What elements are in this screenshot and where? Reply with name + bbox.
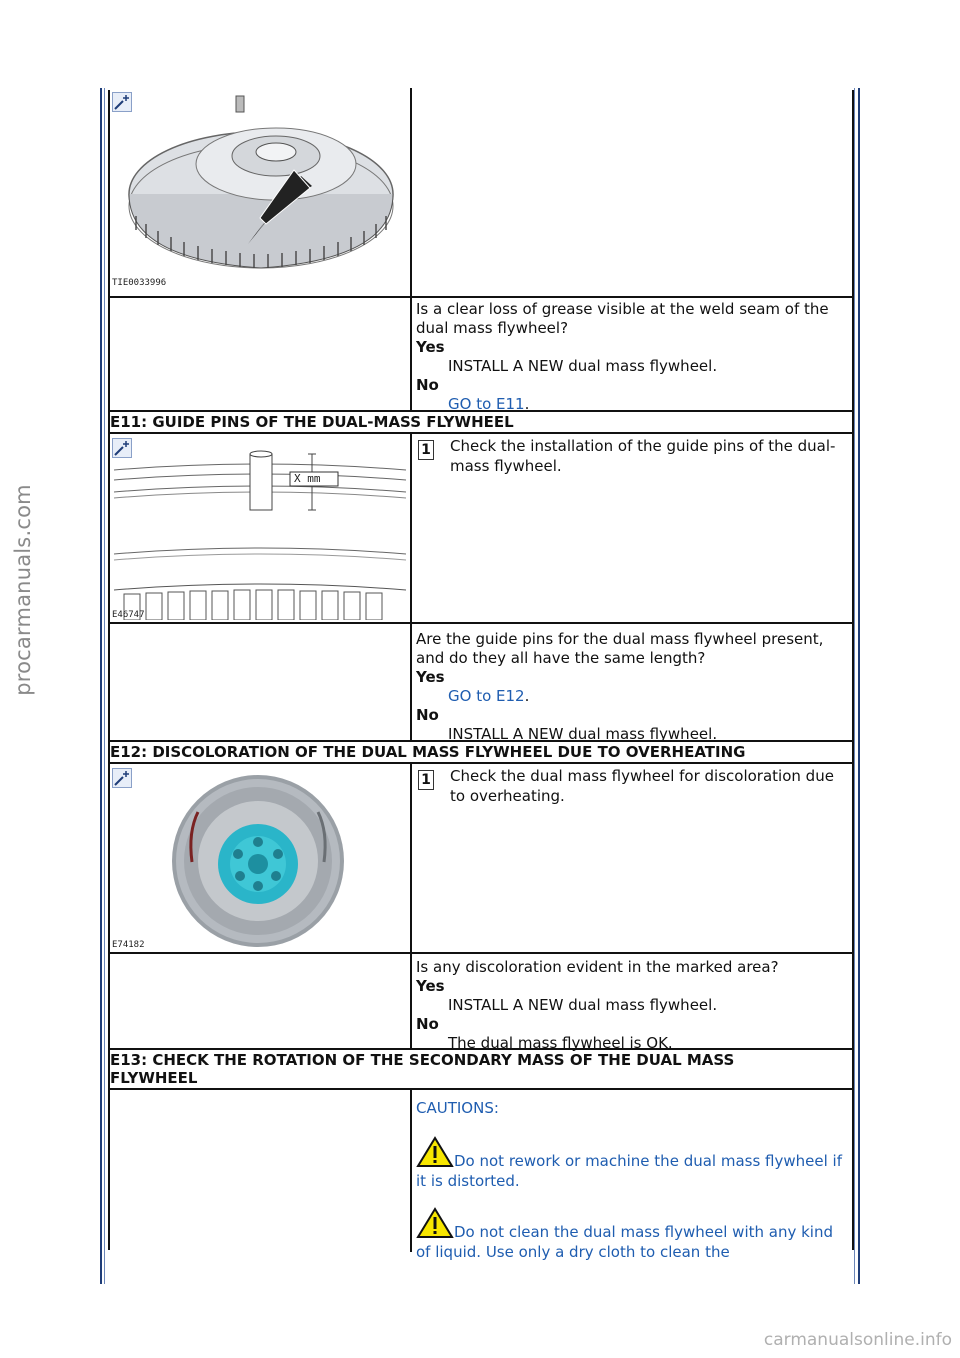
no-label: No [416,706,439,724]
discoloration-photo [168,772,348,950]
guide-pin-illustration [112,448,408,620]
question-row-e11 [108,622,853,742]
heading-line-1: E13: CHECK THE ROTATION OF THE SECONDARY MASS OF THE DUAL MASS [110,1051,735,1069]
caution-item [416,1136,849,1191]
question-cell [412,624,853,746]
image-row-e12 [108,762,853,954]
question-cell [412,298,853,416]
yes-label: Yes [416,668,445,686]
no-label: No [416,376,439,394]
question-text: Are the guide pins for the dual mass flywheel present, and do they all have the same length? [416,630,824,667]
heading-line-2: FLYWHEEL [110,1069,198,1087]
no-action: INSTALL A NEW dual mass flywheel. [448,725,718,743]
question-row-e12 [108,952,853,1050]
yes-label: Yes [416,977,445,995]
right-page-rule-thin [854,88,855,1284]
footer-watermark[interactable]: carmanualsonline.info [763,1330,952,1350]
empty-cell [108,1090,412,1252]
question-text: Is a clear loss of grease visible at the weld seam of the dual mass flywheel? [416,300,829,337]
goto-e11-link[interactable]: GO to E11 [448,395,525,413]
empty-cell [108,954,412,1050]
link-suffix: . [524,395,530,413]
figure-cell [108,434,412,624]
no-label: No [416,1015,439,1033]
left-page-rule-thin [104,88,105,1284]
figure-caption: E46747 [112,610,145,620]
step-text: Check the installation of the guide pins of the dual-mass flywheel. [450,437,836,475]
goto-e12-link[interactable]: GO to E12 [448,687,525,705]
cautions-row-e13 [108,1088,853,1261]
cautions-title: CAUTIONS: [416,1099,499,1117]
section-heading-e12: E12: DISCOLORATION OF THE DUAL MASS FLYWHEEL DUE TO OVERHEATING [108,740,853,762]
figure-caption: E74182 [112,940,145,950]
empty-cell [108,624,412,742]
section-heading-e11: E11: GUIDE PINS OF THE DUAL-MASS FLYWHEEL [108,410,853,432]
question-text: Is any discoloration evident in the marked area? [416,958,779,976]
dimension-label: X mm [294,472,321,485]
step-number: 1 [418,440,434,460]
left-page-rule [100,88,102,1284]
question-cell [412,954,853,1055]
section-heading-e13 [108,1048,853,1088]
yes-action: INSTALL A NEW dual mass flywheel. [448,996,718,1014]
flywheel-illustration [116,94,406,284]
link-suffix: . [524,687,530,705]
warning-icon [416,1136,454,1168]
cautions-cell [412,1090,853,1264]
caution-text: Do not clean the dual mass flywheel with any kind of liquid. Use only a dry cloth to clean the [416,1223,833,1261]
empty-cell [108,298,412,412]
figure-caption: TIE0033996 [112,278,167,288]
figure-cell [108,764,412,954]
yes-label: Yes [416,338,445,356]
step-text: Check the dual mass flywheel for discoloration due to overheating. [450,767,834,805]
no-action: The dual mass flywheel is OK. [448,1034,673,1052]
side-watermark: procarmanuals.com [11,484,35,696]
image-row-e11 [108,432,853,624]
zoom-icon[interactable] [112,768,132,788]
caution-text: Do not rework or machine the dual mass flywheel if it is distorted. [416,1152,842,1190]
right-page-rule [858,88,860,1284]
caution-item [416,1207,849,1262]
figure-cell [108,88,412,296]
image-row-e10 [108,88,853,296]
question-row-e10 [108,296,853,412]
step-number: 1 [418,770,434,790]
yes-action: INSTALL A NEW dual mass flywheel. [448,357,718,375]
warning-icon [416,1207,454,1239]
